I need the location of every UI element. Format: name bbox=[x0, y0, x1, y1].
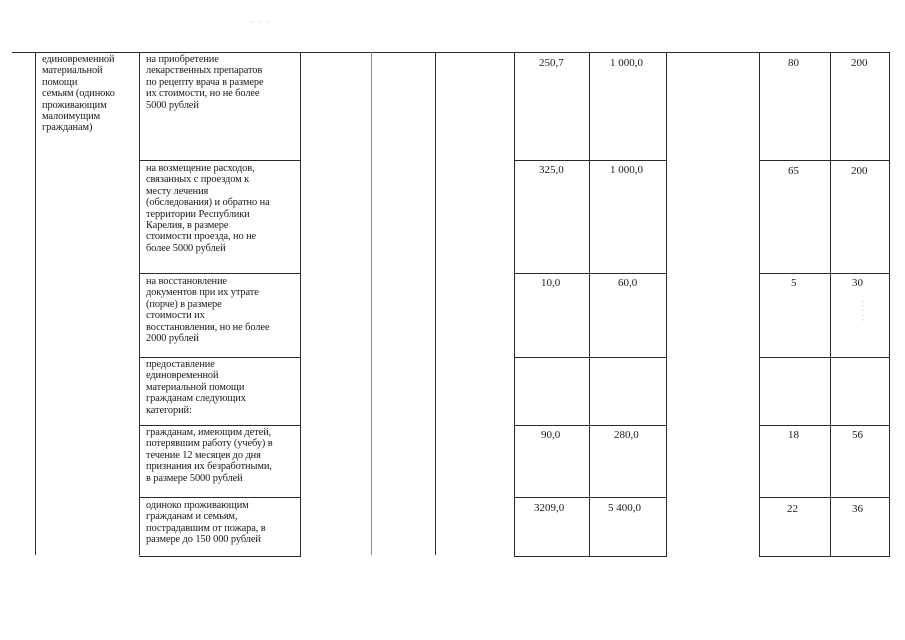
row-border-4 bbox=[139, 425, 301, 426]
row-border-4-sums bbox=[514, 425, 667, 426]
row-1-sum-a: 250,7 bbox=[539, 57, 564, 69]
row-border-3 bbox=[139, 357, 301, 358]
col-border-category bbox=[139, 52, 140, 555]
scan-noise-right: ····· bbox=[858, 300, 867, 324]
scan-noise-top: · · · bbox=[250, 18, 272, 27]
row-5-purpose: гражданам, имеющим детей, потерявшим работу (учебу) в течение 12 месяцев до дня признания их безработными, в размере 5000 рублей bbox=[146, 427, 273, 484]
row-border-4-counts bbox=[759, 425, 890, 426]
table-bottom-purpose bbox=[139, 556, 301, 557]
row-5-sum-b: 280,0 bbox=[614, 429, 639, 441]
row-3-purpose: на восстановление документов при их утрате (порче) в размере стоимости их восстановления, но не более 2000 рублей bbox=[146, 276, 270, 345]
row-6-count-b: 36 bbox=[852, 503, 863, 515]
row-2-count-a: 65 bbox=[788, 165, 799, 177]
col-border-sum-a-left bbox=[514, 52, 515, 557]
row-border-5 bbox=[139, 497, 301, 498]
col-border-empty-2 bbox=[435, 52, 436, 555]
row-border-1 bbox=[139, 160, 301, 161]
row-2-sum-a: 325,0 bbox=[539, 164, 564, 176]
col-border-empty-1 bbox=[371, 52, 372, 555]
table-bottom-sums bbox=[514, 556, 667, 557]
row-1-purpose: на приобретение лекарственных препаратов по рецепту врача в размере их стоимости, но не более 5000 рублей bbox=[146, 54, 264, 111]
row-border-1-counts bbox=[759, 160, 890, 161]
row-6-sum-a: 3209,0 bbox=[534, 502, 565, 514]
row-6-sum-b: 5 400,0 bbox=[608, 502, 641, 514]
row-6-purpose: одиноко проживающим гражданам и семьям, пострадавшим от пожара, в размере до 150 000 рублей bbox=[146, 500, 266, 546]
row-5-count-b: 56 bbox=[852, 429, 863, 441]
row-5-count-a: 18 bbox=[788, 429, 799, 441]
row-1-sum-b: 1 000,0 bbox=[610, 57, 643, 69]
col-border-left bbox=[35, 52, 36, 555]
col-border-sum-b-right bbox=[666, 52, 667, 557]
row-2-purpose: на возмещение расходов, связанных с проездом к месту лечения (обследования) и обратно на территории Республики Карелия, в размере стоимости проезда, но не более 5000 рублей bbox=[146, 163, 270, 254]
table-bottom-counts bbox=[759, 556, 890, 557]
row-5-sum-a: 90,0 bbox=[541, 429, 561, 441]
row-border-5-sums bbox=[514, 497, 667, 498]
row-border-3-sums bbox=[514, 357, 667, 358]
row-border-3-counts bbox=[759, 357, 890, 358]
col-border-count-b-right bbox=[889, 52, 890, 557]
row-6-count-a: 22 bbox=[787, 503, 798, 515]
col-border-sum-mid bbox=[589, 52, 590, 557]
col-border-count-mid bbox=[830, 52, 831, 557]
row-4-purpose: предоставление единовременной материальной помощи гражданам следующих категорий: bbox=[146, 359, 246, 416]
col-border-count-a-left bbox=[759, 52, 760, 557]
row-2-sum-b: 1 000,0 bbox=[610, 164, 643, 176]
row-border-2-sums bbox=[514, 273, 667, 274]
row-border-1-sums bbox=[514, 160, 667, 161]
row-3-count-a: 5 bbox=[791, 277, 797, 289]
row-1-count-a: 80 bbox=[788, 57, 799, 69]
row-border-2-counts bbox=[759, 273, 890, 274]
row-3-sum-a: 10,0 bbox=[541, 277, 561, 289]
category-cell: единовременной материальной помощи семьям (одиноко проживающим малоимущим гражданам) bbox=[42, 54, 115, 134]
col-border-purpose bbox=[300, 52, 301, 557]
row-1-count-b: 200 bbox=[851, 57, 868, 69]
row-border-5-counts bbox=[759, 497, 890, 498]
row-border-2 bbox=[139, 273, 301, 274]
row-3-sum-b: 60,0 bbox=[618, 277, 638, 289]
row-3-count-b: 30 bbox=[852, 277, 863, 289]
row-2-count-b: 200 bbox=[851, 165, 868, 177]
